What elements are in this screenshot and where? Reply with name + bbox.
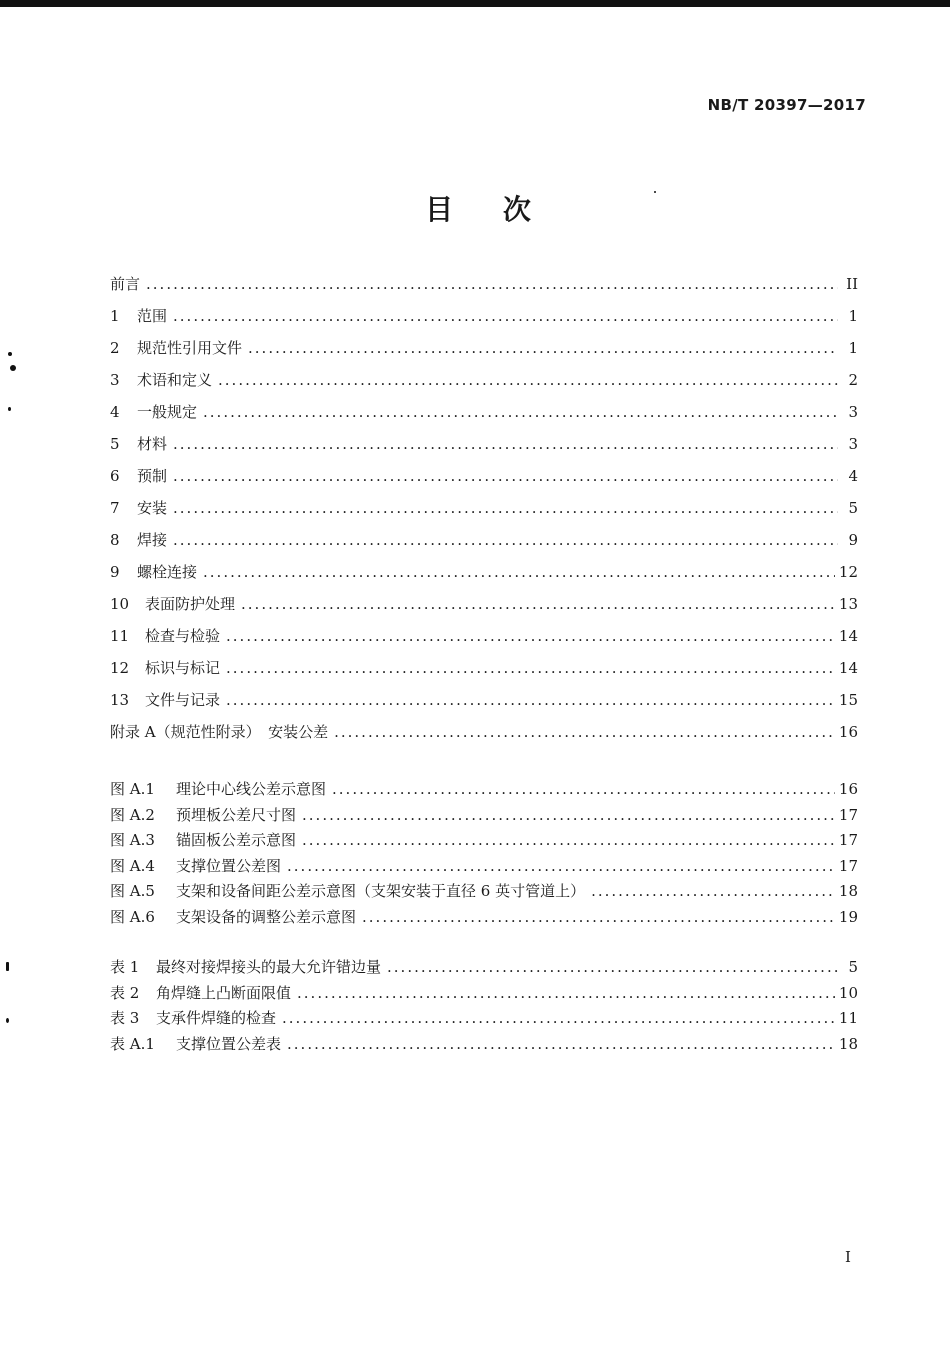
toc-figure-label: 支架设备的调整公差示意图 — [176, 907, 357, 926]
toc-dot-leader — [173, 529, 838, 551]
toc-entry-label: 焊接 — [137, 531, 168, 549]
page-folio: I — [845, 1248, 851, 1266]
document-number: NB/T 20397—2017 — [707, 96, 866, 114]
toc-dot-leader — [387, 956, 838, 978]
toc-entry-identification[interactable] — [110, 657, 858, 689]
toc-dot-leader — [287, 1033, 835, 1055]
toc-entry-page: 1 — [848, 307, 858, 325]
scan-speck — [6, 1018, 9, 1023]
toc-entry-number: 2 — [110, 339, 120, 357]
scan-speck — [8, 352, 12, 356]
scan-speck — [10, 365, 16, 371]
toc-entry-installation[interactable] — [110, 497, 858, 529]
toc-dot-leader — [334, 721, 835, 743]
toc-table-page: 10 — [838, 983, 858, 1002]
toc-figure-number: 图 A.2 — [110, 805, 155, 824]
toc-entry-number: 9 — [110, 563, 120, 581]
toc-entry-page: 12 — [838, 563, 858, 581]
toc-table-label: 角焊缝上凸断面限值 — [156, 983, 292, 1002]
toc-table-entry[interactable] — [110, 956, 858, 982]
toc-entry-label: 范围 — [137, 307, 168, 325]
toc-figure-page: 17 — [838, 805, 858, 824]
toc-entry-surface-protection[interactable] — [110, 593, 858, 625]
toc-dot-leader — [282, 1007, 835, 1029]
toc-entry-number: 8 — [110, 531, 120, 549]
toc-entry-number: 11 — [110, 627, 130, 645]
toc-entry-materials[interactable] — [110, 433, 858, 465]
toc-entry-terms-definitions[interactable] — [110, 369, 858, 401]
toc-entry-number: 13 — [110, 691, 130, 709]
toc-entry-number: 4 — [110, 403, 120, 421]
toc-entry-label: 文件与记录 — [145, 691, 221, 709]
toc-dot-leader — [248, 337, 838, 359]
toc-entry-page: 9 — [848, 531, 858, 549]
page-title: 目 次 — [425, 193, 551, 226]
toc-figure-entry[interactable] — [110, 778, 858, 804]
toc-entry-page: 2 — [848, 371, 858, 389]
scan-top-edge — [0, 0, 950, 7]
toc-entry-page: 14 — [838, 659, 858, 677]
toc-figure-number: 图 A.6 — [110, 907, 155, 926]
toc-table-number: 表 1 — [110, 958, 140, 976]
toc-entry-scope[interactable] — [110, 305, 858, 337]
toc-entry-inspection[interactable] — [110, 625, 858, 657]
toc-table-number: 表 3 — [110, 1009, 140, 1027]
toc-figure-label: 支架和设备间距公差示意图（支架安装于直径 6 英寸管道上） — [176, 882, 586, 900]
toc-entry-label: 一般规定 — [137, 403, 198, 421]
scan-speck — [6, 962, 9, 971]
toc-dot-leader — [226, 625, 835, 647]
toc-figure-number: 图 A.3 — [110, 831, 155, 849]
toc-entry-number: 1 — [110, 307, 120, 325]
toc-table-label: 支撑位置公差表 — [176, 1034, 282, 1053]
toc-figure-label: 预埋板公差尺寸图 — [176, 805, 297, 824]
toc-entry-label: 材料 — [137, 435, 168, 453]
toc-table-label: 最终对接焊接头的最大允许错边量 — [156, 958, 382, 976]
toc-figure-page: 16 — [838, 780, 858, 798]
toc-dot-leader — [591, 880, 835, 902]
toc-entry-label: 预制 — [137, 467, 168, 485]
toc-main-list — [110, 273, 858, 753]
toc-entry-page: 16 — [838, 723, 858, 741]
toc-entry-label: 附录 A（规范性附录） 安装公差 — [110, 723, 329, 741]
toc-entry-label: 检查与检验 — [145, 627, 221, 645]
toc-figure-entry[interactable] — [110, 880, 858, 906]
toc-entry-page: 1 — [848, 339, 858, 357]
toc-entry-number: 12 — [110, 659, 130, 677]
toc-entry-welding[interactable] — [110, 529, 858, 561]
toc-dot-leader — [146, 273, 838, 295]
toc-table-page: 5 — [848, 958, 858, 976]
toc-figure-entry[interactable] — [110, 829, 858, 855]
toc-dot-leader — [302, 829, 835, 851]
toc-figures-list — [110, 778, 858, 931]
toc-figure-page: 19 — [838, 907, 858, 926]
toc-dot-leader — [173, 433, 838, 455]
toc-dot-leader — [302, 804, 835, 826]
toc-entry-documents-records[interactable] — [110, 689, 858, 721]
toc-entry-annex-a[interactable] — [110, 721, 858, 753]
toc-table-label: 支承件焊缝的检查 — [156, 1009, 277, 1027]
toc-entry-page: 3 — [848, 403, 858, 421]
toc-figure-label: 支撑位置公差图 — [176, 856, 282, 875]
toc-entry-foreword[interactable] — [110, 273, 858, 305]
toc-dot-leader — [218, 369, 838, 391]
toc-entry-page: II — [846, 275, 858, 293]
toc-dot-leader — [297, 982, 835, 1004]
toc-entry-number: 3 — [110, 371, 120, 389]
toc-figure-label: 理论中心线公差示意图 — [176, 780, 327, 798]
toc-entry-label: 规范性引用文件 — [137, 339, 243, 357]
toc-entry-page: 15 — [838, 691, 858, 709]
toc-dot-leader — [173, 497, 838, 519]
toc-figure-entry[interactable] — [110, 804, 858, 830]
toc-table-entry[interactable] — [110, 1033, 858, 1059]
toc-entry-page: 3 — [848, 435, 858, 453]
toc-entry-label: 表面防护处理 — [145, 595, 236, 613]
toc-entry-general[interactable] — [110, 401, 858, 433]
toc-entry-normative-references[interactable] — [110, 337, 858, 369]
toc-entry-number: 5 — [110, 435, 120, 453]
toc-dot-leader — [287, 855, 835, 877]
toc-entry-page: 13 — [838, 595, 858, 613]
toc-tables-list — [110, 956, 858, 1058]
toc-dot-leader — [362, 906, 835, 928]
toc-table-number: 表 2 — [110, 983, 140, 1002]
toc-entry-label: 安装 — [137, 499, 168, 517]
scan-speck — [8, 407, 11, 411]
toc-figure-page: 18 — [838, 882, 858, 900]
toc-entry-number: 7 — [110, 499, 120, 517]
toc-dot-leader — [241, 593, 835, 615]
toc-figure-page: 17 — [838, 856, 858, 875]
toc-table-entry[interactable] — [110, 1007, 858, 1033]
toc-entry-label: 术语和定义 — [137, 371, 213, 389]
toc-entry-bolted-connection[interactable] — [110, 561, 858, 593]
toc-dot-leader — [226, 689, 835, 711]
toc-dot-leader — [226, 657, 835, 679]
toc-table-page: 18 — [838, 1034, 858, 1053]
scan-speck — [654, 191, 656, 193]
toc-entry-page: 14 — [838, 627, 858, 645]
toc-dot-leader — [203, 561, 835, 583]
toc-dot-leader — [173, 305, 838, 327]
toc-entry-label: 标识与标记 — [145, 659, 221, 677]
toc-dot-leader — [173, 465, 838, 487]
toc-entry-label: 螺栓连接 — [137, 563, 198, 581]
toc-table-page: 11 — [838, 1009, 858, 1027]
toc-figure-number: 图 A.4 — [110, 856, 155, 875]
toc-table-entry[interactable] — [110, 982, 858, 1008]
toc-dot-leader — [203, 401, 838, 423]
toc-entry-page: 5 — [848, 499, 858, 517]
toc-figure-number: 图 A.1 — [110, 780, 155, 798]
toc-figure-page: 17 — [838, 831, 858, 849]
toc-entry-number: 10 — [110, 595, 130, 613]
toc-figure-label: 锚固板公差示意图 — [176, 831, 297, 849]
toc-entry-number: 6 — [110, 467, 120, 485]
toc-table-number: 表 A.1 — [110, 1034, 155, 1053]
toc-figure-entry[interactable] — [110, 906, 858, 932]
toc-figure-entry[interactable] — [110, 855, 858, 881]
toc-entry-page: 4 — [848, 467, 858, 485]
toc-figure-number: 图 A.5 — [110, 882, 155, 900]
toc-entry-label: 前言 — [110, 275, 141, 293]
toc-entry-prefabrication[interactable] — [110, 465, 858, 497]
toc-dot-leader — [332, 778, 835, 800]
